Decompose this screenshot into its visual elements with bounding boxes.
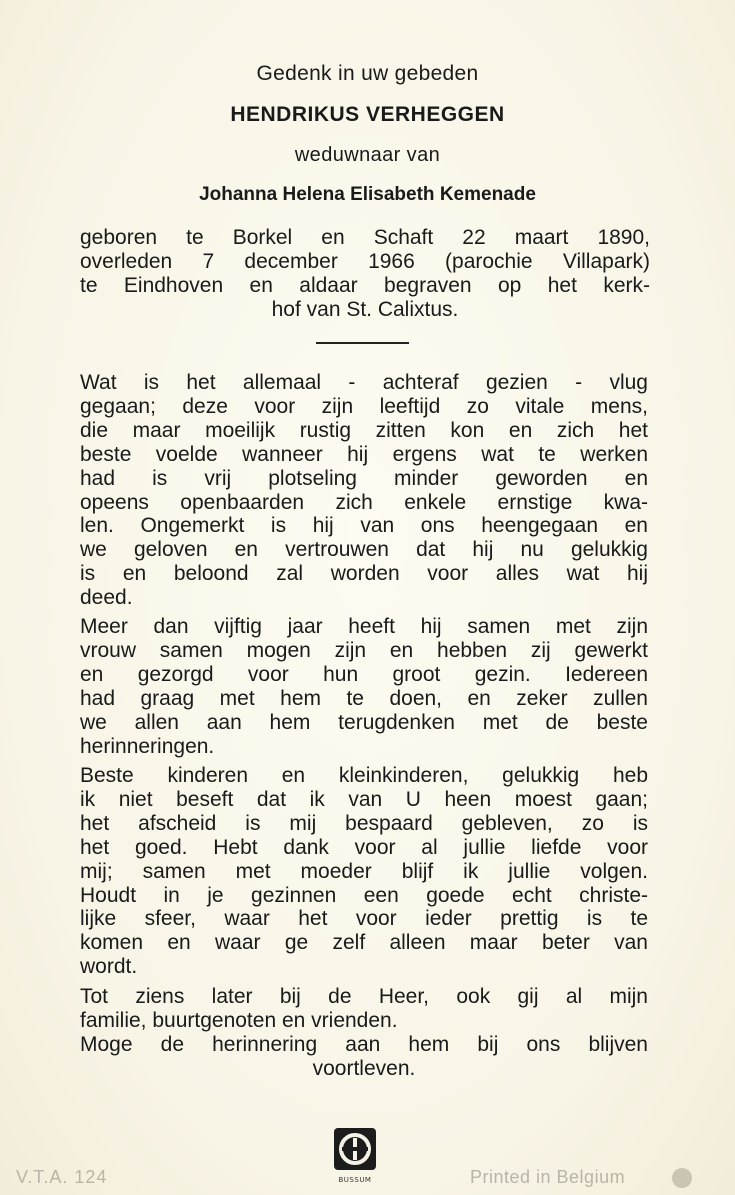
text-line: beste voelde wanneer hij ergens wat te werken	[80, 442, 648, 466]
divider	[316, 342, 409, 344]
printer-mark-icon	[672, 1168, 692, 1188]
text-line: hof van St. Calixtus.	[271, 298, 459, 321]
catalog-code: V.T.A. 124	[16, 1167, 108, 1187]
text-line: en gezorgd voor hun groot gezin. Iedereen	[80, 662, 648, 686]
paragraph-4	[80, 985, 648, 1081]
paragraph-1	[80, 371, 648, 610]
text-line: te Eindhoven en aldaar begraven op het kerk-	[80, 274, 650, 297]
paragraph-3	[80, 764, 648, 979]
text-line: Moge de herinnering aan hem bij ons blijven	[80, 1032, 648, 1056]
text-line: we allen aan hem terugdenken met de beste	[80, 710, 648, 734]
text-line: deed.	[80, 586, 133, 610]
text-line: lijke sfeer, waar het voor ieder prettig is te	[80, 907, 648, 931]
text-line: voortleven.	[312, 1056, 416, 1080]
text-line: Wat is het allemaal - achteraf gezien - vlug	[80, 371, 648, 394]
text-line: komen en waar ge zelf alleen maar beter van	[80, 931, 648, 955]
text-line: vrouw samen mogen zijn en hebben zij gewerkt	[80, 638, 648, 662]
printer-logo	[330, 1128, 380, 1190]
text-line: Meer dan vijftig jaar heeft hij samen met zijn	[80, 615, 648, 638]
text-line: len. Ongemerkt is hij van ons heengegaan en	[80, 514, 648, 538]
text-line: wordt.	[80, 955, 138, 979]
birth-death-details	[80, 226, 650, 322]
text-line: die maar moeilijk rustig zitten kon en zich het	[80, 418, 648, 442]
text-line: het goed. Hebt dank voor al jullie liefde voor	[80, 835, 648, 859]
spouse-name: Johanna Helena Elisabeth Kemenade	[199, 184, 536, 205]
text-line: Houdt in je gezinnen een goede echt christe-	[80, 883, 648, 907]
text-line: het afscheid is mij bespaard gebleven, zo is	[80, 811, 648, 835]
text-line: Beste kinderen en kleinkinderen, gelukkig heb	[80, 764, 648, 787]
printed-in: Printed in Belgium	[470, 1167, 626, 1187]
text-line: we geloven en vertrouwen dat hij nu gelukkig	[80, 538, 648, 562]
text-line: herinneringen.	[80, 734, 215, 758]
text-line: is en beloond zal worden voor alles wat hij	[80, 562, 648, 586]
text-line: had graag met hem te doen, en zeker zullen	[80, 686, 648, 710]
text-line: geboren te Borkel en Schaft 22 maart 1890,	[80, 226, 650, 249]
text-line: Tot ziens later bij de Heer, ook gij al mijn	[80, 985, 648, 1008]
deceased-name: HENDRIKUS VERHEGGEN	[230, 103, 505, 126]
text-line: mij; samen met moeder blijf ik jullie volgen.	[80, 859, 648, 883]
remembrance-line: Gedenk in uw gebeden	[256, 62, 479, 85]
text-line: familie, buurtgenoten en vrienden.	[80, 1008, 398, 1032]
text-line: ik niet beseft dat ik van U heen moest gaan;	[80, 787, 648, 811]
text-line: opeens openbaarden zich enkele ernstige kwa-	[80, 490, 648, 514]
paragraph-2	[80, 615, 648, 758]
relation-line: weduwnaar van	[294, 144, 441, 166]
printer-place: BUSSUM	[338, 1176, 372, 1184]
text-line: had is vrij plotseling minder geworden en	[80, 466, 648, 490]
text-line: overleden 7 december 1966 (parochie Villapark)	[80, 250, 650, 273]
printer-logo-icon	[334, 1128, 376, 1170]
text-line: gegaan; deze voor zijn leeftijd zo vitale mens,	[80, 394, 648, 418]
